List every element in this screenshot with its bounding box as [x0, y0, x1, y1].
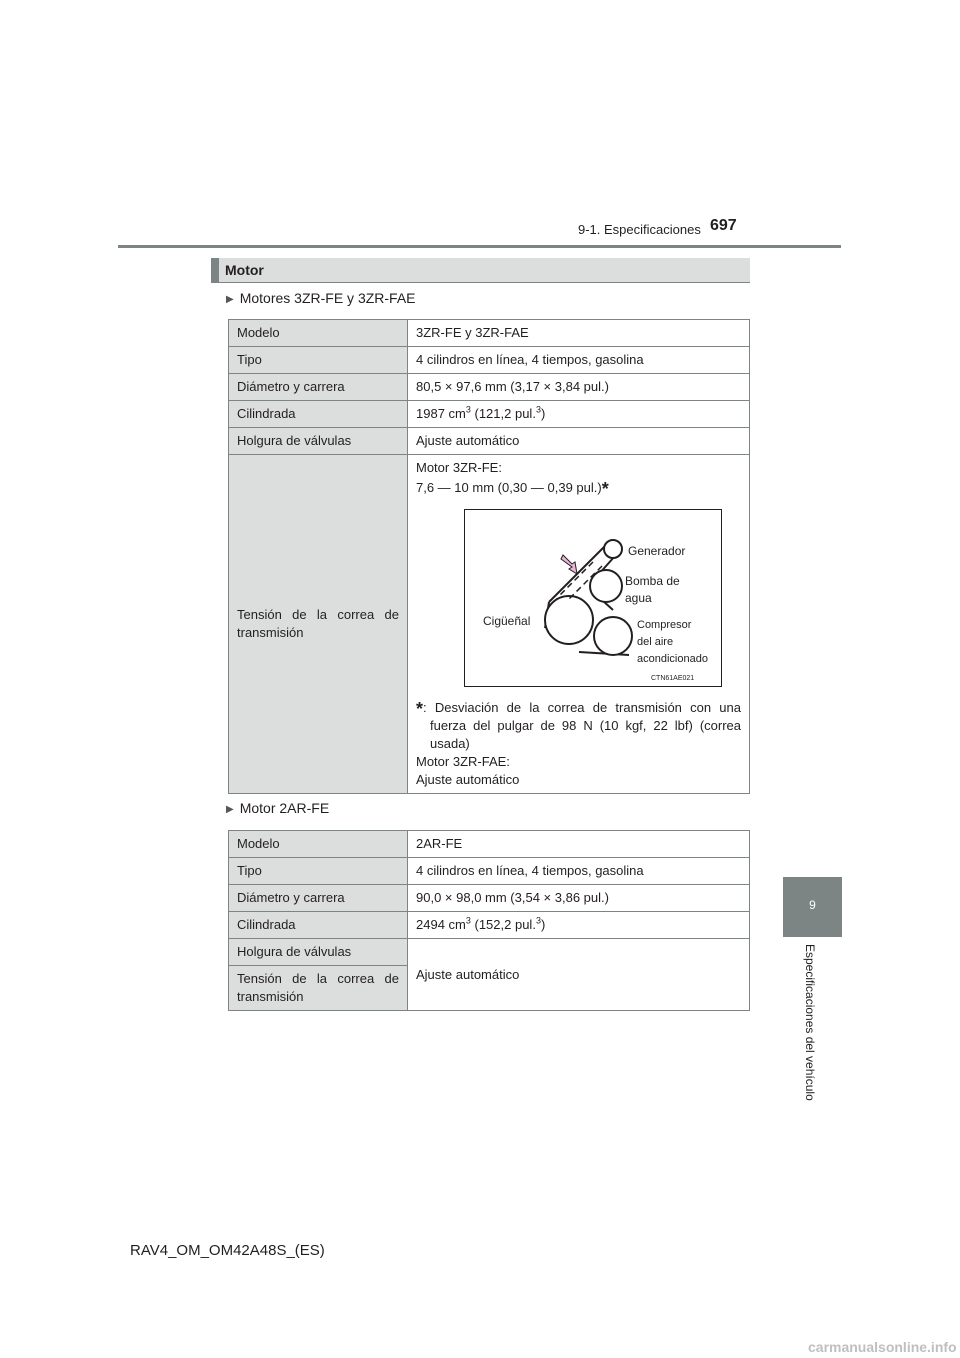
subheading-3zr [226, 290, 416, 306]
section-heading-text: Motor [225, 262, 264, 278]
spec-table-3zr [228, 319, 750, 794]
superscript: 3 [535, 404, 541, 415]
displacement-value: ) [540, 917, 546, 932]
row-key: Modelo [229, 831, 408, 858]
table-row [229, 347, 750, 374]
section-heading-bar [211, 258, 219, 282]
chapter-number: 9 [809, 898, 816, 912]
footnote-star: * [601, 479, 609, 499]
displacement-value: 2494 cm [416, 917, 466, 932]
header-rule [118, 245, 841, 248]
row-value [408, 455, 750, 794]
displacement-value: (121,2 pul. [470, 406, 536, 421]
header-section: 9-1. Especificaciones [578, 222, 701, 237]
crankshaft-pulley [545, 596, 593, 644]
row-key: Diámetro y carrera [229, 374, 408, 401]
table-row [229, 831, 750, 858]
table-row [229, 885, 750, 912]
section-heading [211, 258, 750, 283]
row-key [229, 455, 408, 794]
tension-label: Tensión de la correa de transmisión [237, 607, 399, 640]
footnote-star: * [416, 699, 424, 719]
deflection-text: 7,6 — 10 mm (0,30 — 0,39 pul.) [416, 480, 602, 495]
table-row-tension [229, 455, 750, 794]
chapter-label: Especificaciones del vehículo [803, 944, 817, 1101]
row-key: Holgura de válvulas [229, 939, 408, 966]
engine-3zr-fae-value: Ajuste automático [416, 772, 520, 787]
table-row [229, 401, 750, 428]
row-key: Modelo [229, 320, 408, 347]
table-row [229, 912, 750, 939]
triangle-bullet-icon: ▶ [226, 804, 234, 815]
row-key: Tipo [229, 347, 408, 374]
chapter-tab [783, 877, 842, 937]
row-value: 2AR-FE [408, 831, 750, 858]
engine-3zr-fae-label: Motor 3ZR-FAE: [416, 754, 510, 769]
table-row [229, 858, 750, 885]
superscript: 3 [465, 915, 471, 926]
label-pump-1: Bomba de [625, 574, 680, 588]
row-key: Holgura de válvulas [229, 428, 408, 455]
row-value: 3ZR-FE y 3ZR-FAE [408, 320, 750, 347]
row-key: Tipo [229, 858, 408, 885]
displacement-value: ) [540, 406, 546, 421]
triangle-bullet-icon: ▶ [226, 294, 234, 305]
row-value: 90,0 × 98,0 mm (3,54 × 3,86 pul.) [408, 885, 750, 912]
displacement-value: 1987 cm [416, 406, 466, 421]
row-value: Ajuste automático [408, 428, 750, 455]
label-crankshaft: Cigüeñal [483, 614, 531, 628]
table-row [229, 428, 750, 455]
generator-pulley [604, 540, 622, 558]
row-key: Diámetro y carrera [229, 885, 408, 912]
watermark: carmanualsonline.info [808, 1339, 957, 1355]
page-number: 697 [710, 217, 737, 234]
displacement-value: (152,2 pul. [470, 917, 536, 932]
spec-table-2ar [228, 830, 750, 1011]
row-value [408, 912, 750, 939]
label-pump-2: agua [625, 591, 652, 605]
superscript: 3 [465, 404, 471, 415]
belt-diagram [464, 509, 722, 687]
subheading-2ar [226, 800, 329, 816]
table-row [229, 320, 750, 347]
footnote [416, 697, 741, 753]
row-value-merged: Ajuste automático [408, 939, 750, 1011]
subheading-3zr-text: Motores 3ZR-FE y 3ZR-FAE [239, 290, 416, 306]
superscript: 3 [535, 915, 541, 926]
table-row [229, 374, 750, 401]
row-value [408, 401, 750, 428]
label-compressor-3: acondicionado [637, 653, 708, 665]
label-compressor-1: Compresor [637, 619, 692, 631]
subheading-2ar-text: Motor 2AR-FE [239, 800, 330, 816]
row-key: Cilindrada [229, 912, 408, 939]
diagram-code: CTN61AE021 [651, 675, 695, 682]
deflection-value [416, 477, 741, 497]
row-value: 80,5 × 97,6 mm (3,17 × 3,84 pul.) [408, 374, 750, 401]
engine-3zr-fe-label: Motor 3ZR-FE: [416, 460, 502, 475]
row-value: 4 cilindros en línea, 4 tiempos, gasolina [408, 347, 750, 374]
footnote-text: : Desviación de la correa de transmisión con una fuerza del pulgar de 98 N (10 kgf, 22 lbf) (correa usada) [423, 700, 741, 751]
tension-label: Tensión de la correa de transmisión [237, 971, 399, 1004]
belt-diagram-svg [465, 510, 721, 686]
water-pump-pulley [590, 570, 622, 602]
row-key: Cilindrada [229, 401, 408, 428]
label-generator: Generador [628, 544, 686, 558]
table-row [229, 939, 750, 966]
label-compressor-2: del aire [637, 636, 674, 648]
footer-code: RAV4_OM_OM42A48S_(ES) [130, 1242, 325, 1259]
row-value: 4 cilindros en línea, 4 tiempos, gasolina [408, 858, 750, 885]
row-key [229, 966, 408, 1011]
ac-compressor-pulley [594, 617, 632, 655]
